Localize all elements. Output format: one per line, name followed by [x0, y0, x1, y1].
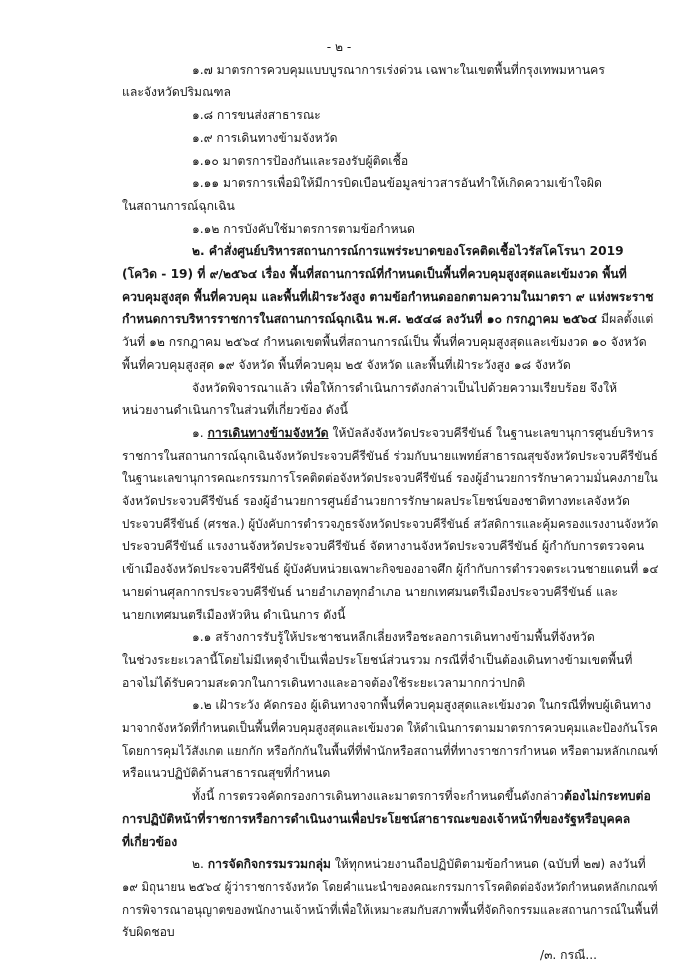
note-line-1-bold: ต้องไม่กระทบต่อ [563, 789, 651, 803]
item-1-1-line-2: ในช่วงระยะเวลานี้โดยไม่มีเหตุจำเป็นเพื่อประโยชน์ส่วนรวม กรณีที่จำเป็นต้องเดินทางข้ามเขตพื้นที่ [122, 653, 633, 667]
travel-line-4: จังหวัดประจวบคีรีขันธ์ รองผู้อำนวยการศูนย์อำนวยการรักษาผลประโยชน์ของชาติทางทะเลจังหวัด [122, 494, 630, 508]
travel-number: ๑. [192, 426, 208, 440]
travel-line-6: ประจวบคีรีขันธ์ แรงงานจังหวัดประจวบคีรีขันธ์ จัดหางานจังหวัดประจวบคีรีขันธ์ ผู้กำกับการตรวจคน [122, 539, 645, 553]
list-item-1-10: ๑.๑๐ มาตรการป้องกันและรองรับผู้ติดเชื้อ [192, 154, 409, 168]
order-2-line-5: วันที่ ๑๒ กรกฎาคม ๒๕๖๔ กำหนดเขตพื้นที่สถานการณ์เป็น พื้นที่ควบคุมสูงสุดและเข้มงวด ๑๐ จังหวัด [122, 335, 647, 349]
travel-line-3: ในฐานะเลขานุการคณะกรรมการโรคติดต่อจังหวัดประจวบคีรีขันธ์ รองผู้อำนวยการรักษาความมั่นคงภายใน [122, 471, 658, 485]
list-item-1-11: ๑.๑๑ มาตรการเพื่อมิให้มีการบิดเบือนข้อมูลข่าวสารอันทำให้เกิดความเข้าใจผิด [192, 176, 602, 190]
activity-heading-line [192, 857, 646, 872]
travel-line-8: นายด่านศุลกากรประจวบคีรีขันธ์ นายอำเภอทุกอำเภอ นายกเทศมนตรีเมืองประจวบคีรีขันธ์ และ [122, 585, 618, 599]
continuation-marker: /๓. กรณี... [540, 948, 598, 962]
order-2-line-1: ๒. คำสั่งศูนย์บริหารสถานการณ์การแพร่ระบาดของโรคติดเชื้อไวรัสโคโรนา 2019 [192, 244, 624, 258]
travel-line-2: ราชการในสถานการณ์ฉุกเฉินจังหวัดประจวบคีรีขันธ์ ร่วมกับนายแพทย์สาธารณสุขจังหวัดประจวบคีรีขันธ์ [122, 449, 658, 463]
list-item-1-7: ๑.๗ มาตรการควบคุมแบบบูรณาการเร่งด่วน เฉพาะในเขตพื้นที่กรุงเทพมหานคร [192, 63, 605, 77]
list-item-1-11-cont: ในสถานการณ์ฉุกเฉิน [122, 199, 235, 213]
list-item-1-12: ๑.๑๒ การบังคับใช้มาตรการตามข้อกำหนด [192, 222, 415, 236]
order-2-line-3: ควบคุมสูงสุด พื้นที่ควบคุม และพื้นที่เฝ้าระวังสูง ตามข้อกำหนดออกตามความในมาตรา ๙ แห่งพระราช [122, 290, 654, 304]
travel-line-1-rest: ให้บัลลังจังหวัดประจวบคีรีขันธ์ ในฐานะเลขานุการศูนย์บริหาร [328, 426, 654, 440]
travel-line-9: นายกเทศมนตรีเมืองหัวหิน ดำเนินการ ดังนี้ [122, 608, 346, 622]
item-1-1-line-3: อาจไม่ได้รับความสะดวกในการเดินทางและอาจต้องใช้ระยะเวลามากกว่าปกติ [122, 676, 526, 690]
note-line-3: ที่เกี่ยวข้อง [122, 835, 178, 849]
note-line-1-normal: ทั้งนี้ การตรวจคัดกรองการเดินทางและมาตรการที่จะกำหนดขึ้นดังกล่าว [192, 789, 564, 803]
activity-line-3: การพิจารณาอนุญาตของพนักงานเจ้าหน้าที่เพื่อให้เหมาะสมกับสภาพพื้นที่จัดกิจกรรมและสถานการณ์ในพื้นที่ [122, 903, 659, 917]
order-2-line-4 [122, 312, 653, 327]
order-2-line-2: (โควิด - 19) ที่ ๙/๒๕๖๔ เรื่อง พื้นที่สถานการณ์ที่กำหนดเป็นพื้นที่ควบคุมสูงสุดและเข้มงวด พื้นที่ [122, 267, 627, 281]
order-2-line-4-bold: กำหนดการบริหารราชการในสถานการณ์ฉุกเฉิน พ.ศ. ๒๕๔๘ ลงวันที่ ๑๐ กรกฎาคม ๒๕๖๔ [122, 312, 598, 326]
activity-number: ๒. [192, 857, 208, 871]
consider-line-1: จังหวัดพิจารณาแล้ว เพื่อให้การดำเนินการดังกล่าวเป็นไปด้วยความเรียบร้อย จึงให้ [192, 381, 618, 395]
order-2-line-6: พื้นที่ควบคุมสูงสุด ๑๙ จังหวัด พื้นที่ควบคุม ๒๕ จังหวัด และพื้นที่เฝ้าระวังสูง ๑๘ จังหวัด [122, 358, 571, 372]
item-1-2-line-1: ๑.๒ เฝ้าระวัง คัดกรอง ผู้เดินทางจากพื้นที่ควบคุมสูงสุดและเข้มงวด ในกรณีที่พบผู้เดินทาง [192, 698, 652, 712]
activity-line-2: ๑๙ มิถุนายน ๒๕๖๔ ผู้ว่าราชการจังหวัด โดยคำแนะนำของคณะกรรมการโรคติดต่อจังหวัดกำหนดหลักเกณฑ์ [122, 880, 658, 894]
list-item-1-9: ๑.๙ การเดินทางข้ามจังหวัด [192, 131, 338, 145]
item-1-2-line-2: มาจากจังหวัดที่กำหนดเป็นพื้นที่ควบคุมสูงสุดและเข้มงวด ให้ดำเนินการตามมาตรการควบคุมและป้องกันโรค [122, 721, 658, 735]
item-1-2-line-4: หรือแนวปฏิบัติด้านสาธารณสุขที่กำหนด [122, 766, 331, 780]
consider-line-2: หน่วยงานดำเนินการในส่วนที่เกี่ยวข้อง ดังนี้ [122, 403, 348, 417]
travel-heading-line [192, 426, 654, 441]
list-item-1-8: ๑.๘ การขนส่งสาธารณะ [192, 108, 321, 122]
travel-heading: การเดินทางข้ามจังหวัด [207, 426, 329, 440]
travel-line-7: เข้าเมืองจังหวัดประจวบคีรีขันธ์ ผู้บังคับหน่วยเฉพาะกิจของอาจศึก ผู้กำกับการตำรวจตระเวนชายแดนที่ ๑๔ [122, 562, 659, 576]
travel-line-5: ประจวบคีรีขันธ์ (ศรชล.) ผู้บังคับการตำรวจภูธรจังหวัดประจวบคีรีขันธ์ สวัสดิการและคุ้มครองแรงงานจังหวัด [122, 517, 659, 531]
item-1-1-line-1: ๑.๑ สร้างการรับรู้ให้ประชาชนหลีกเลี่ยงหรือชะลอการเดินทางข้ามพื้นที่จังหวัด [192, 630, 595, 644]
order-2-line-4-rest: มีผลตั้งแต่ [597, 312, 654, 326]
activity-heading: การจัดกิจกรรมรวมกลุ่ม [207, 857, 331, 871]
note-line-1 [192, 789, 651, 804]
item-1-2-line-3: โดยการคุมไว้สังเกต แยกกัก หรือกักกันในพื้นที่ที่พำนักหรือสถานที่ที่ทางราชการกำหนด หรือตามหลักเกณฑ์ [122, 744, 658, 758]
note-line-2: การปฏิบัติหน้าที่ราชการหรือการดำเนินงานเพื่อประโยชน์สาธารณะของเจ้าหน้าที่ของรัฐหรือบุคคล [122, 812, 631, 826]
activity-line-1-rest: ให้ทุกหน่วยงานถือปฏิบัติตามข้อกำหนด (ฉบับที่ ๒๗) ลงวันที่ [330, 857, 646, 871]
activity-line-4: รับผิดชอบ [122, 925, 175, 939]
page-number: - ๒ - [326, 40, 352, 54]
list-item-1-7-cont: และจังหวัดปริมณฑล [122, 85, 231, 99]
